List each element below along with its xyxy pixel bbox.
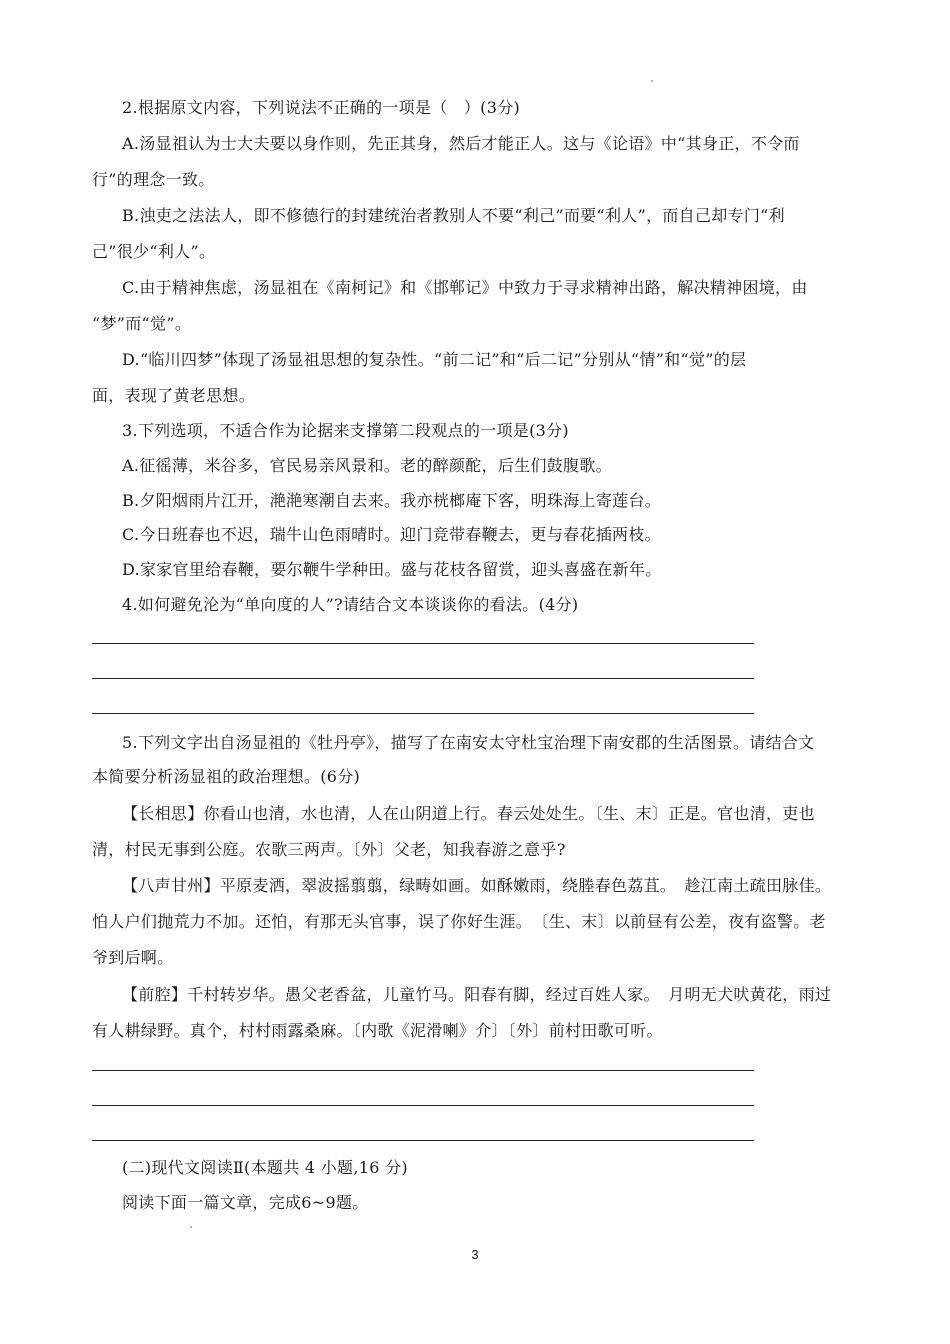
- q2-option-c: C.由于精神焦虑，汤显祖在《南柯记》和《邯郸记》中致力于寻求精神出路，解决精神困境，由: [122, 278, 808, 297]
- q5-passage-1: 【长相思】你看山也清，水也清，人在山阴道上行。春云处处生。〔生、末〕正是。官也清，吏也: [122, 804, 815, 823]
- section2-heading: (二)现代文阅读Ⅱ(本题共 4 小题,16 分): [122, 1158, 408, 1177]
- q3-option-c: C.今日班春也不迟，瑞牛山色雨晴时。迎门竞带春鞭去，更与春花插两枝。: [122, 525, 661, 544]
- q5-stem-cont: 本简要分析汤显祖的政治理想。(6分): [92, 767, 361, 786]
- q3-option-d: D.家家官里给春鞭，要尔鞭牛学种田。盛与花枝各留赏，迎头喜盛在新年。: [122, 560, 662, 579]
- q5-passage-2: 【八声甘州】平原麦洒，翠波摇翦翦，绿畴如画。如酥嫩雨，绕塍春色荔苴。 趁江南土疏田脉佳。: [122, 876, 832, 895]
- page-number: 3: [471, 1247, 479, 1262]
- q5-answer-line-2[interactable]: [92, 1105, 754, 1106]
- q5-passage-3: 【前腔】千村转岁华。愚父老香盆，儿童竹马。阳春有脚，经过百姓人家。 月明无犬吠黄花，雨过: [122, 985, 832, 1004]
- q4-answer-line-3[interactable]: [92, 713, 754, 714]
- scan-speck: [190, 1226, 192, 1228]
- q4-answer-line-1[interactable]: [92, 643, 754, 644]
- q2-option-d: D.“临川四梦”体现了汤显祖思想的复杂性。“前二记”和“后二记”分别从“情”和“觉”的层: [122, 350, 747, 369]
- q2-option-b: B.浊吏之法法人，即不修德行的封建统治者教别人不要“利己”而要“利人”，而自己却专门“利: [122, 206, 785, 225]
- q4-stem: 4.如何避免沦为“单向度的人”?请结合文本谈谈你的看法。(4分): [122, 595, 579, 614]
- q3-option-a: A.征徭薄，米谷多，官民易亲风景和。老的醉颜酡，后生们鼓腹歌。: [122, 456, 612, 475]
- q2-option-d-cont: 面，表现了黄老思想。: [92, 386, 256, 405]
- scan-speck: [651, 80, 653, 82]
- q2-option-a: A.汤显祖认为士大夫要以身作则，先正其身，然后才能正人。这与《论语》中“其身正，不令而: [122, 134, 800, 153]
- q2-option-c-cont: “梦”而“觉”。: [92, 314, 192, 333]
- q5-passage-3-cont: 有人耕绿野。真个，村村雨露桑麻。〔内歌《泥滑喇》介〕〔外〕前村田歌可听。: [92, 1021, 663, 1040]
- section2-instruction: 阅读下面一篇文章，完成6~9题。: [122, 1193, 369, 1212]
- q5-passage-2-cont: 怕人户们抛荒力不加。还怕，有那无头官事，误了你好生涯。 〔生、末〕以前昼有公差，夜有盗警。老: [92, 912, 826, 931]
- q5-answer-line-1[interactable]: [92, 1070, 754, 1071]
- q4-answer-line-2[interactable]: [92, 678, 754, 679]
- q2-option-b-cont: 己”很少“利人”。: [92, 242, 216, 261]
- q5-passage-1-cont: 清，村民无事到公庭。农歌三两声。〔外〕父老，知我春游之意乎?: [92, 840, 566, 859]
- q5-stem: 5.下列文字出自汤显祖的《牡丹亭》，描写了在南安太守杜宝治理下南安郡的生活图景。请结合文: [122, 733, 815, 752]
- q3-stem: 3.下列选项，不适合作为论据来支撑第二段观点的一项是(3分): [122, 421, 569, 440]
- q3-option-b: B.夕阳烟雨片江开，滟滟寒潮自去来。我亦桄榔庵下客，明珠海上寄莲台。: [122, 491, 662, 510]
- q5-passage-2-cont2: 爷到后啊。: [92, 948, 174, 967]
- q2-option-a-cont: 行”的理念一致。: [92, 170, 215, 189]
- q5-answer-line-3[interactable]: [92, 1140, 754, 1141]
- q2-stem: 2.根据原文内容，下列说法不正确的一项是（ ）(3分): [122, 98, 521, 117]
